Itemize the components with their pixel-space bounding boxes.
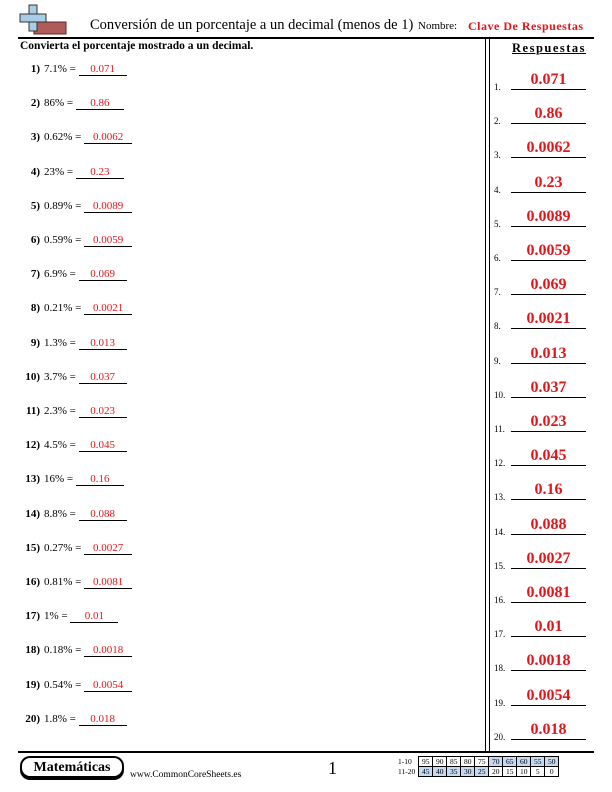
answer-key-number: 8. xyxy=(494,321,501,332)
name-label: Nombre: xyxy=(418,20,458,32)
answer-key-line xyxy=(511,568,586,569)
answer-blank: 0.037 xyxy=(79,371,127,384)
answer-key-line xyxy=(511,397,586,398)
answer-blank: 0.023 xyxy=(79,405,127,418)
answer-key-number: 13. xyxy=(494,492,506,503)
question-text: 86% = xyxy=(44,97,74,110)
answer-key-row xyxy=(494,480,594,502)
answer-key-line xyxy=(511,363,586,364)
question-text: 0.81% = xyxy=(44,576,82,588)
question-number: 2) xyxy=(30,97,40,110)
answer-key-line xyxy=(511,328,586,329)
answer-key-number: 7. xyxy=(494,287,501,298)
answer-key-line xyxy=(511,226,586,227)
answer-key-row xyxy=(494,173,594,195)
answer-key-number: 16. xyxy=(494,595,506,605)
answer-key-value: 0.0059 xyxy=(526,242,571,259)
score-cell: 35 xyxy=(447,767,461,777)
question-number: 20) xyxy=(25,712,40,725)
page-number: 1 xyxy=(328,758,337,778)
question-number: 12) xyxy=(25,439,40,452)
answer-key-number: 14. xyxy=(494,526,506,537)
score-table xyxy=(396,756,559,777)
question-number: 6) xyxy=(30,234,40,246)
answer-key-line xyxy=(511,499,586,500)
answer-key-number: 4. xyxy=(494,184,501,195)
answers-header: Respuestas xyxy=(512,41,587,55)
answer-key-value: 0.16 xyxy=(534,481,563,499)
answer-key-line xyxy=(511,294,586,295)
answer-key-number: 15. xyxy=(494,560,506,571)
answer-key-number: 12. xyxy=(494,458,506,469)
question-text: 0.21% = xyxy=(44,302,82,315)
answer-key-number: 9. xyxy=(494,355,501,366)
question-row xyxy=(20,371,127,387)
answer-blank: 0.0021 xyxy=(84,302,132,315)
answer-key-value: 0.069 xyxy=(530,276,567,294)
question-row xyxy=(20,473,124,489)
answer-key-row xyxy=(494,104,594,126)
question-text: 2.3% = xyxy=(44,405,76,417)
answer-key-line xyxy=(511,636,586,637)
question-number: 17) xyxy=(25,610,40,623)
answer-key-row xyxy=(494,241,594,263)
question-text: 0.59% = xyxy=(44,234,82,246)
question-row xyxy=(20,542,132,558)
answer-key-row xyxy=(494,686,594,708)
question-row xyxy=(20,200,132,216)
answer-key-number: 2. xyxy=(494,116,501,127)
answer-blank: 0.01 xyxy=(70,610,118,623)
question-row xyxy=(20,610,118,626)
question-text: 1.3% = xyxy=(44,336,76,349)
question-row xyxy=(20,439,127,455)
question-row xyxy=(20,713,127,729)
question-text: 0.62% = xyxy=(44,131,82,144)
answer-blank: 0.069 xyxy=(79,268,127,281)
question-row xyxy=(20,63,127,79)
question-number: 9) xyxy=(30,336,40,349)
question-text: 0.18% = xyxy=(44,644,82,657)
question-row xyxy=(20,268,127,284)
answer-key-value: 0.0062 xyxy=(526,139,571,157)
answer-blank: 0.0089 xyxy=(84,200,132,213)
score-cell: 90 xyxy=(433,757,447,767)
question-number: 7) xyxy=(30,268,40,281)
answer-key-row xyxy=(494,70,594,92)
question-number: 5) xyxy=(30,199,40,212)
score-cell: 40 xyxy=(433,767,447,777)
score-cell: 30 xyxy=(461,767,475,777)
question-text: 4.5% = xyxy=(44,439,76,452)
question-text: 0.89% = xyxy=(44,199,82,212)
question-text: 6.9% = xyxy=(44,268,76,281)
answer-key-value: 0.0027 xyxy=(526,549,571,567)
question-number: 4) xyxy=(30,165,40,178)
answer-key-value: 0.01 xyxy=(534,618,563,636)
answer-key-row xyxy=(494,515,594,537)
question-text: 1% = xyxy=(44,610,68,623)
score-cell: 60 xyxy=(517,757,531,767)
score-row xyxy=(396,757,559,767)
question-number: 18) xyxy=(25,644,40,657)
question-number: 10) xyxy=(25,370,40,383)
answer-key-line xyxy=(511,192,586,193)
answer-blank: 0.16 xyxy=(76,473,124,486)
score-cell: 5 xyxy=(531,767,545,777)
score-cell: 15 xyxy=(503,767,517,777)
answer-key-row xyxy=(494,378,594,400)
math-operators-logo-icon xyxy=(18,4,68,36)
score-row xyxy=(396,767,559,777)
question-row xyxy=(20,302,132,318)
answer-blank: 0.013 xyxy=(79,337,127,350)
answer-key-number: 10. xyxy=(494,389,506,400)
answer-key-value: 0.045 xyxy=(530,447,567,465)
answer-key-value: 0.088 xyxy=(530,515,567,533)
answer-key-line xyxy=(511,89,586,90)
answer-key-value: 0.013 xyxy=(530,344,567,362)
score-cell: 85 xyxy=(447,757,461,767)
answer-blank: 0.045 xyxy=(79,439,127,452)
question-number: 19) xyxy=(25,678,40,691)
score-row-label: 1-10 xyxy=(398,757,412,766)
answer-blank: 0.0062 xyxy=(84,131,132,144)
answer-key-line xyxy=(511,260,586,261)
question-text: 8.8% = xyxy=(44,507,76,520)
score-cell: 65 xyxy=(503,757,517,767)
score-cell: 20 xyxy=(489,767,503,777)
question-row xyxy=(20,508,127,524)
answer-key-value: 0.0021 xyxy=(526,310,571,328)
answer-key-value: 0.018 xyxy=(530,720,567,738)
answer-key-value: 0.86 xyxy=(534,105,563,123)
answer-blank: 0.23 xyxy=(76,166,124,179)
answer-key-line xyxy=(511,465,586,466)
question-number: 16) xyxy=(25,576,40,588)
answer-key-row xyxy=(494,617,594,639)
score-cell: 55 xyxy=(531,757,545,767)
score-cell: 50 xyxy=(545,757,559,767)
answer-key-value: 0.23 xyxy=(534,173,563,191)
answer-blank: 0.0059 xyxy=(84,234,132,247)
answer-blank: 0.0054 xyxy=(84,679,132,692)
answer-key-line xyxy=(511,705,586,706)
answer-key-value: 0.0081 xyxy=(526,584,571,601)
question-row xyxy=(20,576,132,592)
question-row xyxy=(20,234,132,250)
question-text: 7.1% = xyxy=(44,63,76,75)
answer-key-row xyxy=(494,344,594,366)
website-label: www.CommonCoreSheets.es xyxy=(130,770,242,780)
answer-key-line xyxy=(511,123,586,124)
question-number: 15) xyxy=(25,541,40,554)
answer-blank: 0.0081 xyxy=(84,576,132,589)
answer-key-line xyxy=(511,602,586,603)
answer-key-row xyxy=(494,446,594,468)
score-cell: 75 xyxy=(475,757,489,767)
answer-key-value: 0.0089 xyxy=(526,207,571,225)
score-row-label: 11-20 xyxy=(398,767,416,776)
answer-key-line xyxy=(511,157,586,158)
question-number: 11) xyxy=(25,405,40,417)
question-row xyxy=(20,166,124,182)
question-row xyxy=(20,405,127,421)
answer-key-row xyxy=(494,138,594,160)
subject-badge xyxy=(20,756,124,780)
answer-blank: 0.0027 xyxy=(84,542,132,555)
question-row xyxy=(20,644,132,660)
subject-label: Matemáticas xyxy=(22,758,122,776)
answer-key-row xyxy=(494,309,594,331)
score-cell: 80 xyxy=(461,757,475,767)
question-number: 14) xyxy=(25,507,40,520)
score-cell: 45 xyxy=(419,767,433,777)
question-row xyxy=(20,337,127,353)
question-text: 0.27% = xyxy=(44,541,82,554)
score-cell: 10 xyxy=(517,767,531,777)
answer-key-number: 17. xyxy=(494,629,506,640)
question-text: 0.54% = xyxy=(44,678,82,691)
answer-key-row xyxy=(494,583,594,605)
answer-key-value: 0.071 xyxy=(530,71,567,88)
answer-blank: 0.088 xyxy=(79,508,127,521)
question-text: 23% = xyxy=(44,165,74,178)
answer-key-row xyxy=(494,720,594,742)
answer-key-value: 0.0018 xyxy=(526,652,571,670)
answer-key-line xyxy=(511,739,586,740)
answer-key-number: 19. xyxy=(494,697,506,708)
answer-key-row xyxy=(494,412,594,434)
question-number: 13) xyxy=(25,473,40,486)
question-row xyxy=(20,131,132,147)
answer-key-row xyxy=(494,207,594,229)
question-text: 1.8% = xyxy=(44,712,76,725)
name-value: Clave De Respuestas xyxy=(468,19,584,33)
answer-key-number: 11. xyxy=(494,424,505,434)
answer-key-number: 1. xyxy=(494,82,501,92)
answer-key-row xyxy=(494,549,594,571)
answer-key-number: 18. xyxy=(494,663,506,674)
answer-blank: 0.0018 xyxy=(84,644,132,657)
answer-key-number: 20. xyxy=(494,731,506,742)
answer-key-number: 5. xyxy=(494,218,501,229)
answer-key-row xyxy=(494,275,594,297)
score-cell: 25 xyxy=(475,767,489,777)
question-number: 3) xyxy=(30,131,40,144)
question-number: 8) xyxy=(30,302,40,315)
answer-key-line xyxy=(511,670,586,671)
answer-key-number: 3. xyxy=(494,150,501,161)
answer-key-value: 0.023 xyxy=(530,413,567,430)
footer-rule xyxy=(18,751,594,753)
answer-key-number: 6. xyxy=(494,253,501,263)
question-text: 3.7% = xyxy=(44,370,76,383)
score-cell: 0 xyxy=(545,767,559,777)
question-row xyxy=(20,679,132,695)
question-number: 1) xyxy=(30,63,40,75)
answer-blank: 0.86 xyxy=(76,97,124,110)
answer-key-row xyxy=(494,651,594,673)
question-row xyxy=(20,97,124,113)
answer-key-value: 0.0054 xyxy=(526,686,571,704)
answer-key-line xyxy=(511,431,586,432)
instructions: Convierta el porcentaje mostrado a un decimal. xyxy=(20,40,254,52)
header-rule xyxy=(18,37,594,39)
page-title: Conversión de un porcentaje a un decimal (menos de 1) xyxy=(90,17,414,33)
score-cell: 95 xyxy=(419,757,433,767)
answer-key-line xyxy=(511,534,586,535)
answer-blank: 0.071 xyxy=(79,63,127,76)
answer-column-divider xyxy=(485,37,490,751)
answer-key-value: 0.037 xyxy=(530,378,567,396)
question-text: 16% = xyxy=(44,473,74,486)
score-cell: 70 xyxy=(489,757,503,767)
answer-blank: 0.018 xyxy=(79,713,127,726)
